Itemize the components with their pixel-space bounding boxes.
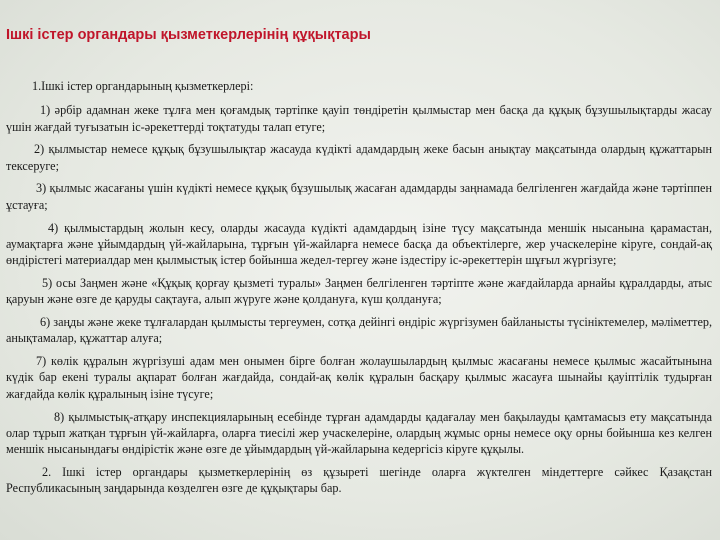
closing-paragraph: 2. Ішкі істер органдары қызметкерлерінің өз құзыреті шегінде оларға жүктелген міндеттерге сәйкес Қазақстан Республикасының заңдарында көзделген өзге де құқықтары бар. xyxy=(6,464,712,496)
list-item: 8) қылмыстық-атқару инспекцияларының есебінде тұрған адамдарды қадағалау мен бақылауды қамтамасыз ету мақсатында олар тұрып жатқан тұрғын үй-жайларға, оларға тиесілі жер учаскелеріне, олардың жұмыс орны немесе оқу орны бойынша кез келген меншік нысанындағы өндірістік және өзге де ұйымдардың үй-жайларына кедергісіз кіруге құқылы. xyxy=(6,409,712,457)
rights-list xyxy=(6,78,712,503)
list-item: 1) әрбір адамнан жеке тұлға мен қоғамдық тәртіпке қауіп төндіретін қылмыстар мен басқа да құқық бұзушылықтарды жасау үшін жағдай туғызатын іс-әрекеттерді тоқтатуды талап етуге; xyxy=(6,103,712,134)
list-item: 7) көлік құралын жүргізуші адам мен онымен бірге болған жолаушылардың қылмыс жасағаны немесе қылмыс жасайтынына күдік бар екені туралы ақпарат болған жағдайда, сондай-ақ көлік құралын басқару қылмыс жасауға шынайы қауіптілік тудырған жағдайда көлік құралының ізіне түсуге; xyxy=(6,354,712,401)
list-item: 3) қылмыс жасағаны үшін күдікті немесе құқық бұзушылық жасаған адамдарды заңнамада белгіленген жағдайда және тәртіппен ұстауға; xyxy=(6,181,712,212)
list-intro: 1.Ішкі істер органдарының қызметкерлері: xyxy=(32,79,254,93)
list-item: 5) осы Заңмен және «Құқық қорғау қызметі туралы» Заңмен белгіленген тәртіпте және жағдайларда арнайы құралдарды, атыс қаруын және өзге де қаруды сақтауға, алып жүруге және қолдануға, күш қолдануға; xyxy=(6,275,712,307)
list-item: 4) қылмыстардың жолын кесу, оларды жасауда күдікті адамдардың ізіне түсу мақсатында меншік нысанына қарамастан, аумақтарға және ұйымдардың үй-жайларына, тұрғын үй-жайларға немесе басқа да объектілерге, жер учаскелеріне кіруге, сондай-ақ өндірістегі материалдар мен қылмыстық істер бойынша жедел-тергеу және іздестіру іс-әрекеттерін шұғыл жүргізуге; xyxy=(6,220,712,268)
page-title: Ішкі істер органдары қызметкерлерінің құқықтары xyxy=(6,27,371,43)
list-item: 2) қылмыстар немесе құқық бұзушылықтар жасауда күдікті адамдардың жеке басын анықтау мақсатында олардың құжаттарын тексеруге; xyxy=(6,142,712,173)
list-item: 6) заңды және жеке тұлғалардан қылмысты тергеумен, сотқа дейінгі өндіріс жүргізумен байланысты түсініктемелер, мәліметтер, анықтамалар, құжаттар алуға; xyxy=(6,315,712,346)
